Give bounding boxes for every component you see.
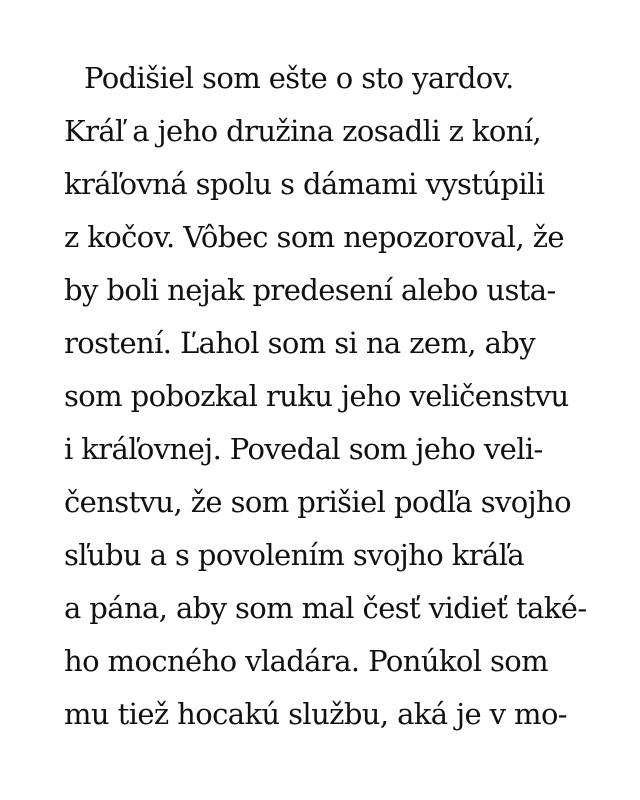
text-line-5: by boli nejak predesení alebo usta- bbox=[64, 273, 556, 307]
text-line-11: a pána, aby som mal česť vidieť také- bbox=[64, 591, 587, 625]
text-line-4: z kočov. Vôbec som nepozoroval, že bbox=[64, 220, 564, 254]
text-line-1: Podišiel som ešte o sto yardov. bbox=[84, 61, 514, 95]
text-line-6: rostení. Ľahol som si na zem, aby bbox=[64, 326, 536, 360]
text-line-8: i kráľovnej. Povedal som jeho veli- bbox=[64, 432, 543, 466]
text-line-10: sľubu a s povolením svojho kráľa bbox=[64, 538, 525, 572]
text-line-3: kráľovná spolu s dámami vystúpili bbox=[64, 167, 545, 201]
text-line-12: ho mocného vladára. Ponúkol som bbox=[64, 644, 549, 678]
text-line-13: mu tiež hocakú službu, aká je v mo- bbox=[64, 697, 568, 731]
text-line-9: čenstvu, že som prišiel podľa svojho bbox=[64, 485, 571, 519]
text-line-2: Kráľ a jeho družina zosadli z koní, bbox=[64, 114, 542, 148]
text-line-7: som pobozkal ruku jeho veličenstvu bbox=[64, 379, 569, 413]
paragraph bbox=[64, 52, 604, 741]
